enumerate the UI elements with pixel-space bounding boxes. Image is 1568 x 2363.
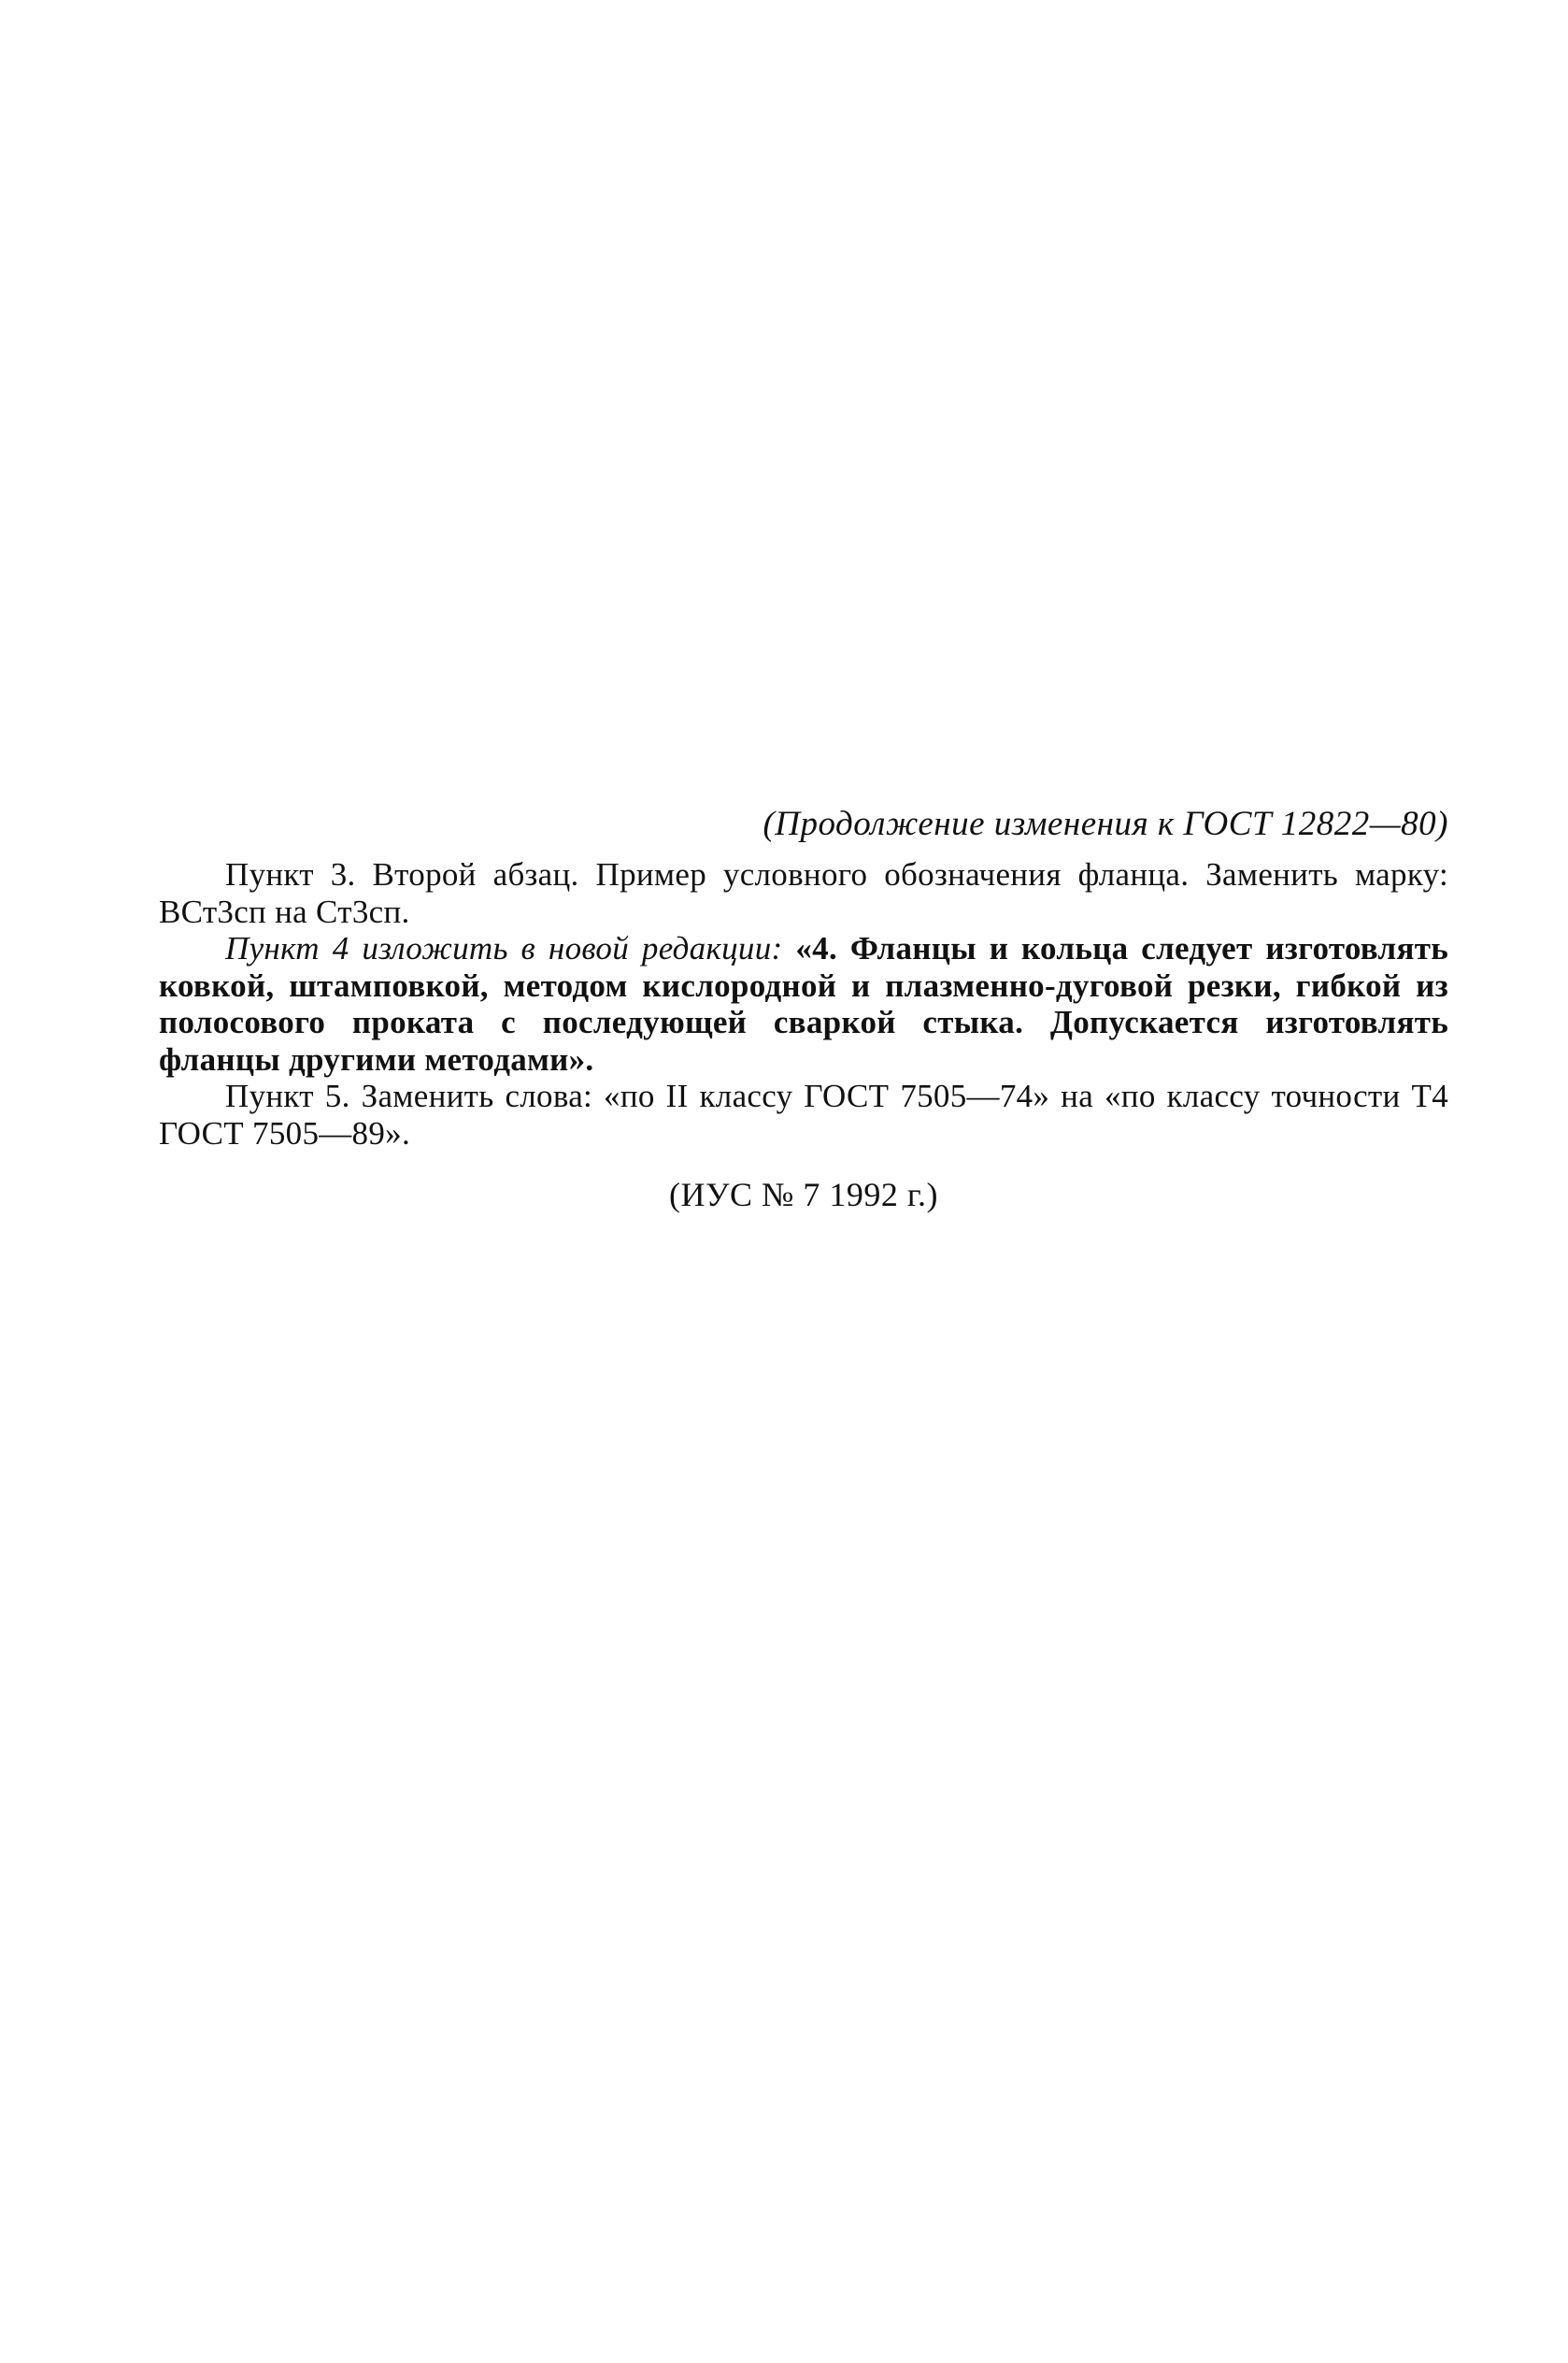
paragraph-text: «4. Фланцы и кольца следует изготовлять ковкой, штамповкой, методом кислородной и плазменно-дуговой резки, гибкой из полосового проката с последующей сваркой стыка. Допускается изготовлять фланцы другими методами». (159, 930, 1449, 1078)
paragraph-text: Пункт 3. Второй абзац. Пример условного обозначения фланца. Заменить марку: ВСт3сп на Ст3сп. (159, 856, 1448, 930)
paragraph-item-5 (159, 1078, 1448, 1152)
source-note: (ИУС № 7 1992 г.) (668, 1176, 939, 1213)
paragraph-item-4 (159, 930, 1448, 1078)
paragraph-item-3 (159, 856, 1448, 930)
paragraph-lead: Пункт 4 изложить в новой редакции: (225, 930, 783, 967)
paragraph-lead: Пункт 5. Заменить слова: (225, 1078, 593, 1114)
continuation-header: (Продолжение изменения к ГОСТ 12822—80) (763, 805, 1448, 843)
document-content (159, 802, 1448, 1217)
paragraph-text: «по II классу ГОСТ 7505—74» на «по классу точности Т4 ГОСТ 7505—89». (159, 1078, 1449, 1152)
